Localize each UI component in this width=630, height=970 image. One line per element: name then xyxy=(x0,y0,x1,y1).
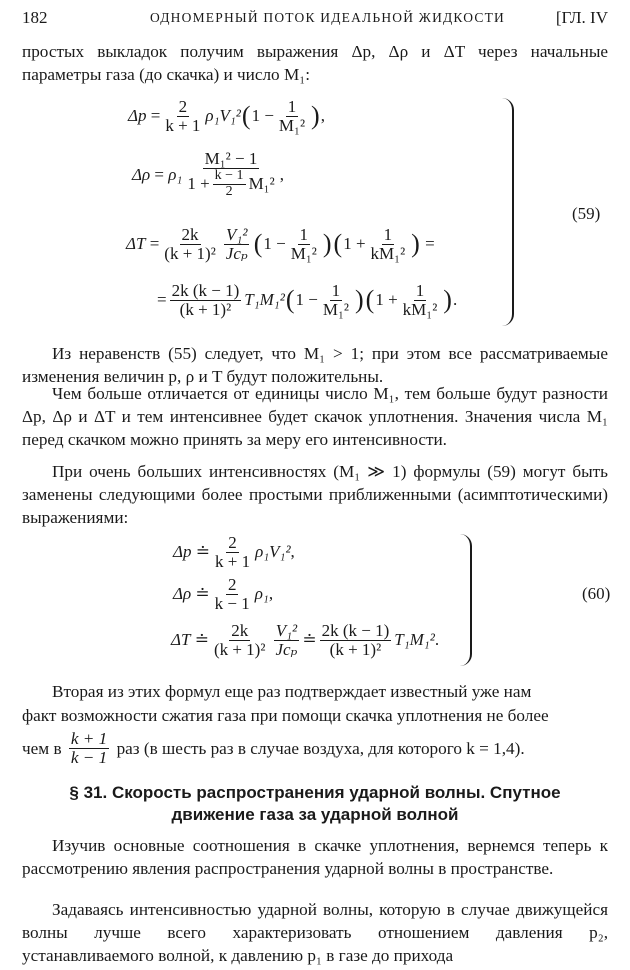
study-paragraph: Изучив основные соотношения в скачке уплотнения, вернемся теперь к рассмотрению явления распространения ударной волны в пространстве. xyxy=(22,836,608,879)
equation-block-59 xyxy=(0,92,630,332)
chapter-label: [ГЛ. IV xyxy=(555,8,608,27)
eq59-delta-t-continued: = $\frac{2k (k - 1)}{\text{(k + 1)²}}$ T₁M₁² ( 1 − $\frac{1}{\text{M₁²}}$ ) ( 1 + $\frac{1}{\text{kM₁²}}$ ) . xyxy=(157,281,458,319)
difference-paragraph: Чем больше отличается от единицы число M₁, тем больше будут разности Δp, Δρ и ΔT и тем интенсивнее будет скачок уплотнения. Значения числа M₁ перед скачком можно принять за меру его интенсивности. xyxy=(22,384,608,450)
eq60-delta-rho: Δρ ≐ $\frac{2}{k - 1}$ ρ₁ , xyxy=(173,575,274,613)
page-number: 182 xyxy=(22,8,48,27)
section-heading: § 31. Скорость распространения ударной волны. Спутное движение газа за ударной волной xyxy=(69,783,561,824)
eq59-delta-t: ΔT = $\frac{2k}{\text{(k + 1)²}}$ $\frac{\text{V₁²}}{\text{Jcₚ}}$ ( 1 − $\frac{1}{\text{M₁²}}$ ) ( 1 + $\frac{1}{\text{kM₁²}}$ ) = xyxy=(126,225,435,263)
equation-number-59: (59) xyxy=(572,204,601,223)
given-intensity-paragraph: Задаваясь интенсивностью ударной волны, которую в случае движущейся волны лучше всего характеризовать отношением давления p₂, устанавливаемого волной, к давлению p₁ в газе до прихода xyxy=(22,900,608,966)
page-header xyxy=(0,8,630,32)
equation-number-60: (60) xyxy=(582,584,611,603)
second-formula-paragraph: Вторая из этих формул еще раз подтверждает известный уже нам факт возможности сжатия газа при помощи скачка уплотнения не более чем в $\frac{k + 1}{k - 1}$ раз (в шесть раз в случае воздуха, для которого k = 1,4). xyxy=(22,680,608,767)
eq59-delta-rho: Δρ = ρ₁ M₁² − 1 1 + $\frac{k - 1}{2}$ M₁² , xyxy=(132,149,284,199)
compression-ratio-fraction: $\frac{k + 1}{k - 1}$ xyxy=(70,729,108,768)
compression-ratio-line: чем в $\frac{k + 1}{k - 1}$ раз (в шесть раз в случае воздуха, для которого k = 1,4). xyxy=(22,729,525,768)
eq60-delta-p: Δp ≐ $\frac{2}{k + 1}$ ρ₁V₁² , xyxy=(173,533,295,571)
eq59-delta-p: Δp = $\frac{2}{k + 1}$ ρ₁V₁² ( 1 − $\frac{1}{\text{M₁²}}$ ) , xyxy=(128,97,325,135)
inequality-paragraph: Из неравенств (55) следует, что M₁ > 1; при этом все рассматриваемые изменения величин p, ρ и T будут положительны. xyxy=(22,344,608,387)
intro-paragraph: простых выкладок получим выражения Δp, Δρ и ΔT через начальные параметры газа (до скачка) и число M₁: xyxy=(22,42,608,85)
eq60-delta-t: ΔT ≐ $\frac{2k}{\text{(k + 1)²}}$ $\frac{\text{V₁²}}{\text{Jcₚ}}$ ≐ $\frac{2k (k - 1)}{\text{(k + 1)²}}$ T₁M₁² . xyxy=(171,621,440,659)
equation-brace-59 xyxy=(500,98,514,326)
large-intensity-paragraph: При очень больших интенсивностях (M₁ ≫ 1) формулы (59) могут быть заменены следующими более простыми приближенными (асимптотическими) выражениями: xyxy=(22,462,608,528)
equation-block-60 xyxy=(0,530,630,670)
equation-brace-60 xyxy=(458,534,472,666)
running-title: ОДНОМЕРНЫЙ ПОТОК ИДЕАЛЬНОЙ ЖИДКОСТИ xyxy=(150,10,506,25)
